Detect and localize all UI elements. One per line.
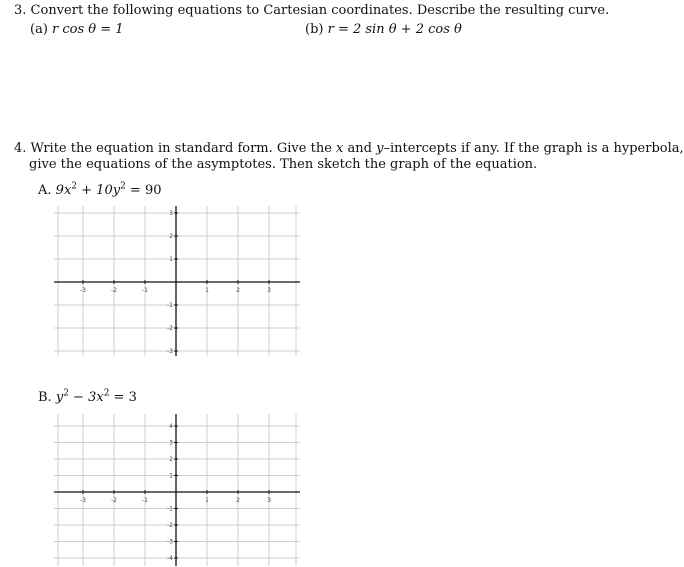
graph-grid-A: [50, 206, 300, 356]
problem-4-number: 4.: [14, 141, 27, 156]
part-a-label: (a): [30, 22, 48, 37]
problem-4-text-line-2: give the equations of the asymptotes. Then sketch the graph of the equation.: [29, 157, 538, 172]
graph-grid-B: [50, 414, 300, 566]
grid-lines: [54, 206, 300, 356]
y-tick-label: 2: [169, 456, 173, 463]
x-tick-label: -1: [142, 287, 148, 294]
problem-3-statement: [14, 3, 609, 19]
x-tick-label: 3: [267, 497, 271, 504]
part-b-equation: r = 2 sin θ + 2 cos θ: [327, 22, 462, 37]
x-tick-label: 1: [205, 497, 209, 504]
x-tick-label: -2: [111, 287, 117, 294]
x-tick-label: -3: [80, 497, 86, 504]
part-a-equation: r cos θ = 1: [52, 22, 124, 37]
problem-3-text: Convert the following equations to Cartesian coordinates. Describe the resulting curve.: [30, 3, 610, 18]
part-A-label: A.: [38, 183, 52, 198]
x-tick-label: -3: [80, 287, 86, 294]
y-tick-label: -4: [167, 555, 173, 562]
x-tick-label: 2: [236, 497, 240, 504]
x-variable: x: [336, 141, 344, 156]
problem-4-statement-line-1: [14, 141, 684, 157]
y-tick-label: 4: [169, 423, 173, 430]
problem-4-statement-line-2: [29, 157, 537, 173]
y-tick-label: -2: [167, 325, 173, 332]
y-tick-label: 2: [169, 233, 173, 240]
part-b-label: (b): [305, 22, 324, 37]
x-tick-label: -1: [142, 497, 148, 504]
grid-lines: [54, 414, 300, 566]
y-tick-label: -3: [167, 538, 173, 546]
part-B-label: B.: [38, 390, 52, 405]
part-A-equation: A. $9x^2 + 10y^2 = 90$: [38, 181, 162, 198]
y-tick-label: 1: [169, 472, 173, 480]
problem-4-text-post: –intercepts if any. If the graph is a hyperbola,: [383, 141, 684, 156]
y-tick-label: -2: [167, 522, 173, 529]
and-word: and: [347, 141, 372, 156]
x-tick-label: 1: [205, 287, 209, 294]
x-tick-label: 3: [267, 287, 271, 294]
problem-4-text-pre: Write the equation in standard form. Give the: [30, 141, 332, 156]
y-tick-label: -3: [167, 348, 173, 355]
problem-3-number: 3.: [14, 3, 27, 18]
x-tick-label: 2: [236, 287, 240, 294]
y-variable: y: [376, 141, 384, 156]
part-B-equation: B. $y^2 - 3x^2 = 3$: [38, 388, 137, 405]
problem-3-part-a: [30, 22, 124, 38]
y-tick-label: 3: [169, 439, 173, 447]
x-tick-label: -2: [111, 497, 117, 504]
y-tick-label: 3: [169, 210, 173, 217]
y-tick-label: 1: [169, 256, 173, 263]
y-tick-label: -1: [167, 505, 173, 513]
y-tick-label: -1: [167, 302, 173, 309]
problem-3-part-b: [305, 22, 462, 38]
